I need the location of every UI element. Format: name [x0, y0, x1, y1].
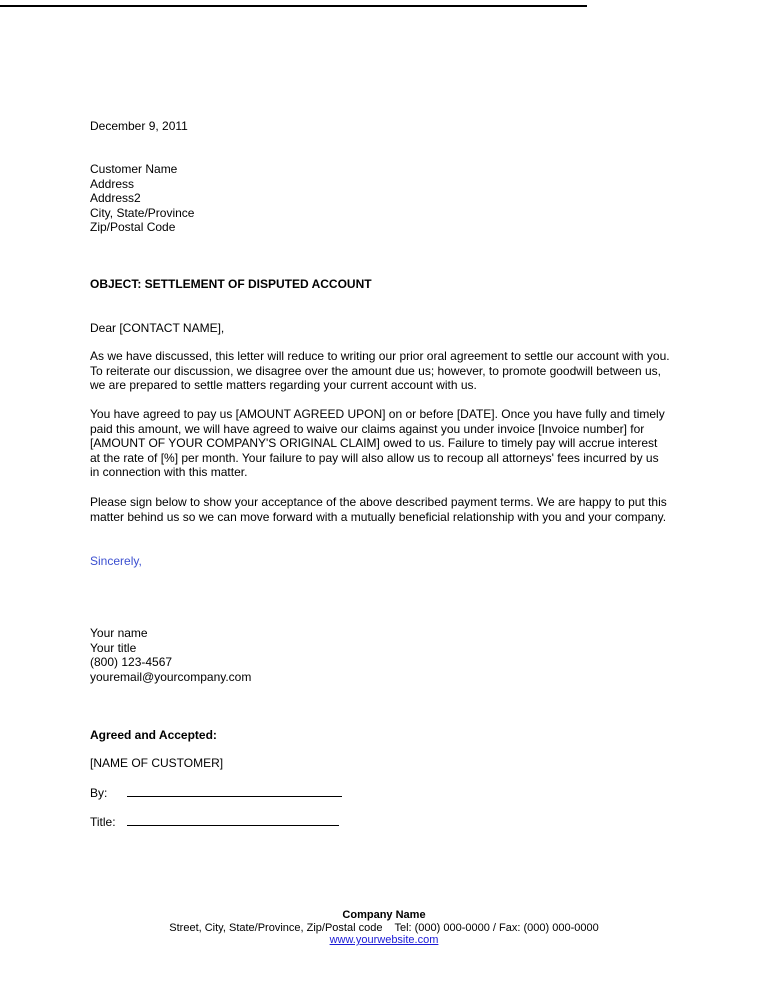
- letter-subject: OBJECT: SETTLEMENT OF DISPUTED ACCOUNT: [90, 277, 372, 291]
- sender-title: Your title: [90, 640, 137, 655]
- salutation: Dear [CONTACT NAME],: [90, 321, 225, 335]
- paragraph-line: To reiterate our discussion, we disagree over the amount due us; however, to promote goodwill between us,: [90, 363, 661, 378]
- website-link[interactable]: www.yourwebsite.com: [329, 934, 439, 946]
- paragraph-line: we are prepared to settle matters regarding your current account with us.: [90, 378, 477, 393]
- sender-name: Your name: [90, 626, 148, 640]
- body-paragraph-2: [90, 407, 690, 480]
- paragraph-line: matter behind us so we can move forward with a mutually beneficial relationship with you and your company.: [90, 509, 667, 524]
- letterhead-footer: [0, 909, 768, 947]
- recipient-address: [90, 162, 194, 235]
- header-rule: [0, 5, 587, 7]
- company-address: Street, City, State/Province, Zip/Postal code Tel: (000) 000-0000 / Fax: (000) 000-0000: [169, 921, 599, 934]
- recipient-line: City, State/Province: [90, 205, 195, 220]
- paragraph-line: [AMOUNT OF YOUR COMPANY'S ORIGINAL CLAIM] owed to us. Failure to timely pay will accrue interest: [90, 436, 658, 451]
- sender-block: [90, 626, 251, 684]
- paragraph-line: You have agreed to pay us [AMOUNT AGREED UPON] on or before [DATE]. Once you have fully and timely: [90, 407, 665, 421]
- recipient-line: Zip/Postal Code: [90, 220, 176, 235]
- company-name: Company Name: [342, 909, 426, 921]
- title-label: Title:: [90, 815, 116, 829]
- sender-email: youremail@yourcompany.com: [90, 669, 252, 684]
- closing: Sincerely,: [90, 554, 142, 568]
- paragraph-line: Please sign below to show your acceptance of the above described payment terms. We are happy to put this: [90, 495, 667, 509]
- paragraph-line: in connection with this matter.: [90, 465, 248, 480]
- agreed-heading: Agreed and Accepted:: [90, 728, 217, 742]
- by-signature-line: [127, 796, 342, 797]
- paragraph-line: at the rate of [%] per month. Your failure to pay will also allow us to recoup all attorneys' fees incurred by us: [90, 450, 659, 465]
- recipient-line: Address: [90, 176, 135, 191]
- recipient-line: Customer Name: [90, 162, 178, 176]
- sender-phone: (800) 123-4567: [90, 655, 173, 670]
- paragraph-line: paid this amount, we will have agreed to waive our claims against you under invoice [Invoice number] for: [90, 421, 645, 436]
- customer-name-placeholder: [NAME OF CUSTOMER]: [90, 756, 224, 770]
- recipient-line: Address2: [90, 191, 141, 206]
- body-paragraph-3: [90, 495, 690, 524]
- letter-date: December 9, 2011: [90, 119, 188, 133]
- body-paragraph-1: [90, 349, 690, 393]
- title-signature-line: [127, 825, 339, 826]
- by-label: By:: [90, 786, 108, 800]
- paragraph-line: As we have discussed, this letter will reduce to writing our prior oral agreement to settle our account with you.: [90, 349, 670, 363]
